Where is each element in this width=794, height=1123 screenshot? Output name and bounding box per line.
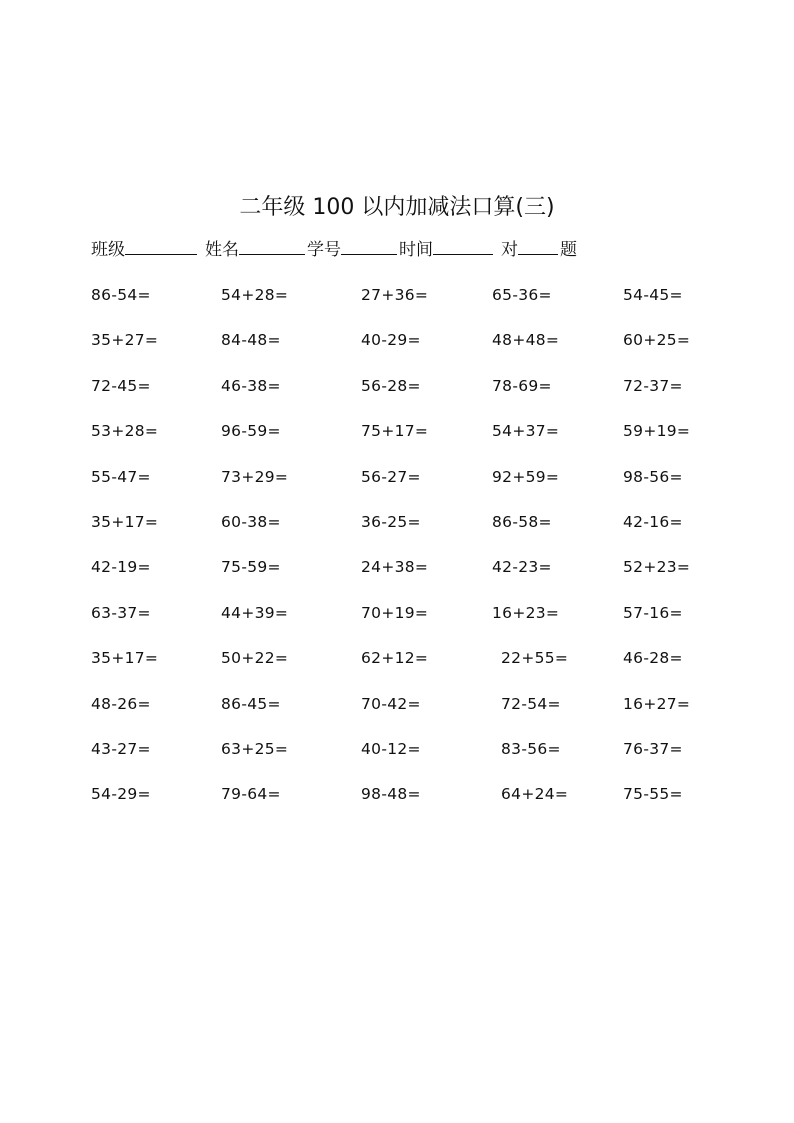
arithmetic-problem: 46-38= bbox=[221, 376, 281, 395]
arithmetic-problem: 48-26= bbox=[91, 694, 151, 713]
arithmetic-problem: 86-58= bbox=[492, 513, 552, 531]
time-label: 时间 bbox=[399, 240, 433, 260]
arithmetic-problem: 56-27= bbox=[361, 467, 421, 486]
arithmetic-problem: 52+23= bbox=[623, 558, 691, 577]
arithmetic-problem: 35+17= bbox=[91, 513, 159, 531]
arithmetic-problem: 44+39= bbox=[221, 603, 289, 622]
arithmetic-problem: 79-64= bbox=[221, 785, 281, 804]
arithmetic-problem: 70-42= bbox=[361, 694, 421, 713]
arithmetic-problem: 78-69= bbox=[492, 376, 552, 395]
student-info-line bbox=[91, 236, 577, 262]
correct-count-blank[interactable] bbox=[518, 236, 558, 255]
arithmetic-problem: 75-59= bbox=[221, 558, 281, 577]
problem-row bbox=[0, 782, 794, 806]
problem-row bbox=[0, 692, 794, 716]
student-id-blank[interactable] bbox=[341, 236, 397, 255]
arithmetic-problem: 60+25= bbox=[623, 331, 691, 350]
arithmetic-problem: 16+23= bbox=[492, 603, 560, 622]
problem-row bbox=[0, 283, 794, 307]
arithmetic-problem: 54+28= bbox=[221, 286, 289, 304]
arithmetic-problem: 98-48= bbox=[361, 785, 421, 804]
problem-row bbox=[0, 601, 794, 625]
arithmetic-problem: 54-45= bbox=[623, 286, 683, 304]
time-blank[interactable] bbox=[433, 236, 493, 255]
arithmetic-problem: 22+55= bbox=[501, 649, 569, 668]
name-blank[interactable] bbox=[239, 236, 305, 255]
problem-row bbox=[0, 419, 794, 443]
arithmetic-problem: 50+22= bbox=[221, 649, 289, 668]
arithmetic-problem: 75+17= bbox=[361, 422, 429, 441]
problem-row bbox=[0, 374, 794, 398]
arithmetic-problem: 86-54= bbox=[91, 286, 151, 304]
arithmetic-problem: 65-36= bbox=[492, 286, 552, 304]
arithmetic-problem: 63+25= bbox=[221, 740, 289, 758]
arithmetic-problem: 40-12= bbox=[361, 740, 421, 758]
arithmetic-problem: 70+19= bbox=[361, 603, 429, 622]
arithmetic-problem: 96-59= bbox=[221, 422, 281, 441]
class-blank[interactable] bbox=[125, 236, 197, 255]
arithmetic-problem: 46-28= bbox=[623, 649, 683, 668]
arithmetic-problem: 72-54= bbox=[501, 694, 561, 713]
arithmetic-problem: 63-37= bbox=[91, 603, 151, 622]
arithmetic-problem: 27+36= bbox=[361, 286, 429, 304]
problem-row bbox=[0, 646, 794, 670]
arithmetic-problem: 56-28= bbox=[361, 376, 421, 395]
arithmetic-problem: 92+59= bbox=[492, 467, 560, 486]
arithmetic-problem: 36-25= bbox=[361, 513, 421, 531]
arithmetic-problem: 98-56= bbox=[623, 467, 683, 486]
arithmetic-problem: 35+17= bbox=[91, 649, 159, 668]
problem-row bbox=[0, 465, 794, 489]
arithmetic-problem: 53+28= bbox=[91, 422, 159, 441]
arithmetic-problem: 60-38= bbox=[221, 513, 281, 531]
arithmetic-problem: 59+19= bbox=[623, 422, 691, 441]
student-id-label: 学号 bbox=[307, 240, 341, 260]
worksheet-title: 二年级 100 以内加减法口算(三) bbox=[239, 195, 555, 220]
arithmetic-problem: 64+24= bbox=[501, 785, 569, 804]
arithmetic-problem: 55-47= bbox=[91, 467, 151, 486]
arithmetic-problem: 43-27= bbox=[91, 740, 151, 758]
arithmetic-problem: 42-23= bbox=[492, 558, 552, 577]
class-label: 班级 bbox=[91, 240, 125, 260]
arithmetic-problem: 73+29= bbox=[221, 467, 289, 486]
problem-row bbox=[0, 737, 794, 761]
problem-row bbox=[0, 510, 794, 534]
arithmetic-problem: 76-37= bbox=[623, 740, 683, 758]
arithmetic-problem: 54+37= bbox=[492, 422, 560, 441]
problem-row bbox=[0, 555, 794, 579]
arithmetic-problem: 40-29= bbox=[361, 331, 421, 350]
arithmetic-problem: 86-45= bbox=[221, 694, 281, 713]
arithmetic-problem: 24+38= bbox=[361, 558, 429, 577]
correct-label: 对 bbox=[501, 240, 518, 260]
name-label: 姓名 bbox=[205, 240, 239, 260]
arithmetic-problem: 83-56= bbox=[501, 740, 561, 758]
arithmetic-problem: 72-45= bbox=[91, 376, 151, 395]
arithmetic-problem: 42-19= bbox=[91, 558, 151, 577]
arithmetic-problem: 75-55= bbox=[623, 785, 683, 804]
arithmetic-problem: 42-16= bbox=[623, 513, 683, 531]
problem-row bbox=[0, 328, 794, 352]
questions-label: 题 bbox=[560, 240, 577, 260]
arithmetic-problem: 35+27= bbox=[91, 331, 159, 350]
arithmetic-problem: 72-37= bbox=[623, 376, 683, 395]
arithmetic-problem: 62+12= bbox=[361, 649, 429, 668]
arithmetic-problem: 57-16= bbox=[623, 603, 683, 622]
arithmetic-problem: 84-48= bbox=[221, 331, 281, 350]
arithmetic-problem: 48+48= bbox=[492, 331, 560, 350]
arithmetic-problem: 16+27= bbox=[623, 694, 691, 713]
arithmetic-problem: 54-29= bbox=[91, 785, 151, 804]
